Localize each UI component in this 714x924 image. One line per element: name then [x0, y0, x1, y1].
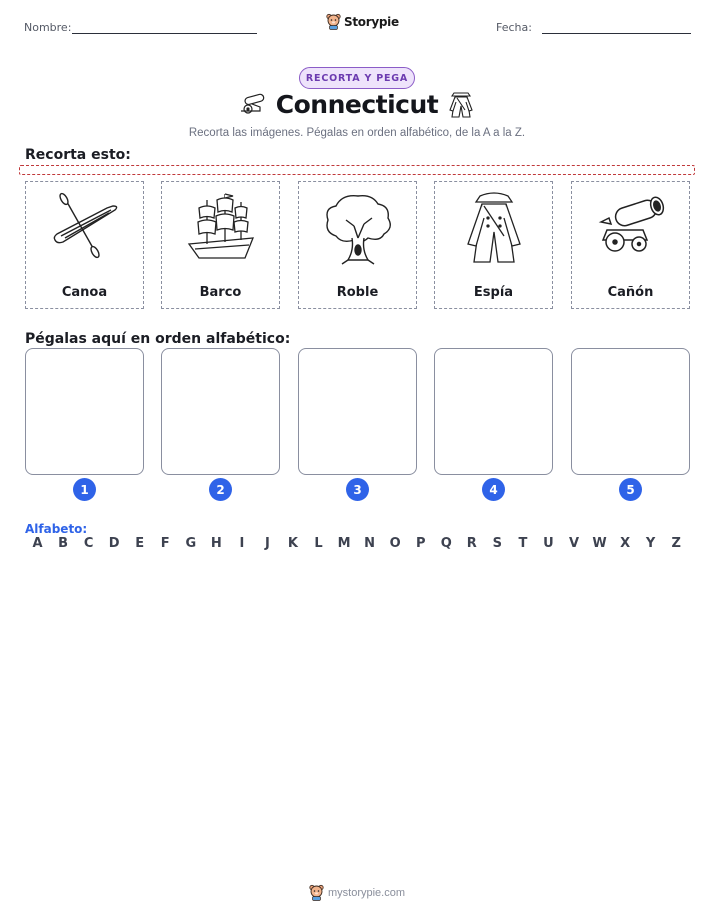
- paste-section-heading: Pégalas aquí en orden alfabético:: [25, 331, 291, 347]
- alphabet-letter: J: [265, 536, 270, 551]
- paste-box-4[interactable]: [434, 348, 553, 475]
- ship-icon: [181, 188, 261, 268]
- footer: [0, 884, 714, 901]
- card-label: Barco: [199, 285, 242, 300]
- cannon-icon: [591, 188, 671, 268]
- bear-logo-icon: [326, 13, 341, 30]
- alphabet-letter: V: [568, 536, 580, 551]
- alphabet-letter: Y: [645, 536, 656, 551]
- instructions-text: Recorta las imágenes. Pégalas en orden alfabético, de la A a la Z.: [188, 127, 526, 139]
- alphabet-letter: M: [337, 536, 351, 551]
- alphabet-letter: H: [210, 536, 222, 551]
- brand-logo: [326, 13, 399, 30]
- name-line[interactable]: [72, 33, 257, 34]
- alphabet-letter: S: [492, 536, 503, 551]
- alphabet-letter: C: [83, 536, 94, 551]
- alphabet-letter: K: [287, 536, 298, 551]
- paste-box-3[interactable]: [298, 348, 417, 475]
- alphabet-letter: L: [314, 536, 323, 551]
- date-label: Fecha:: [496, 21, 532, 34]
- page-title: Connecticut: [275, 90, 439, 119]
- paste-box-2[interactable]: [161, 348, 280, 475]
- number-badge-4: 4: [482, 478, 505, 501]
- cut-card-espia[interactable]: [434, 181, 553, 309]
- cut-section-heading: Recorta esto:: [25, 147, 131, 163]
- alphabet-letter: N: [364, 536, 376, 551]
- alphabet-letter: Z: [671, 536, 681, 551]
- alphabet-letter: R: [466, 536, 477, 551]
- number-badge-1: 1: [73, 478, 96, 501]
- alphabet-letter: Q: [440, 536, 452, 551]
- cut-card-canoa[interactable]: [25, 181, 144, 309]
- card-label: Espía: [473, 285, 514, 300]
- footer-site-link[interactable]: mystorypie.com: [327, 886, 406, 899]
- alphabet-letter: D: [108, 536, 120, 551]
- cut-dashed-line: [19, 165, 695, 175]
- paste-box-5[interactable]: [571, 348, 690, 475]
- spy-coat-icon: [454, 188, 534, 268]
- card-label: Roble: [336, 285, 379, 300]
- alphabet-letter: G: [185, 536, 197, 551]
- alphabet-letter: U: [543, 536, 554, 551]
- alphabet-letter: T: [518, 536, 528, 551]
- number-badge-2: 2: [209, 478, 232, 501]
- alphabet-letter: E: [135, 536, 145, 551]
- spy-coat-icon: [448, 90, 474, 120]
- cut-card-canon[interactable]: [571, 181, 690, 309]
- alphabet-letter: W: [592, 536, 607, 551]
- card-label: Canoa: [61, 285, 108, 300]
- brand-name: Storypie: [344, 14, 399, 29]
- bear-logo-icon: [309, 884, 324, 901]
- cut-card-roble[interactable]: [298, 181, 417, 309]
- alphabet-letter: F: [160, 536, 170, 551]
- date-line[interactable]: [542, 33, 691, 34]
- oak-tree-icon: [318, 188, 398, 268]
- cut-card-barco[interactable]: [161, 181, 280, 309]
- alphabet-letter: I: [239, 536, 245, 551]
- name-label: Nombre:: [24, 21, 72, 34]
- alphabet-letter: X: [620, 536, 631, 551]
- alphabet-row: [25, 536, 689, 551]
- alphabet-title: Alfabeto:: [25, 522, 88, 536]
- alphabet-letter: O: [389, 536, 401, 551]
- card-label: Cañón: [607, 285, 654, 300]
- number-badge-5: 5: [619, 478, 642, 501]
- alphabet-letter: A: [32, 536, 43, 551]
- canoe-icon: [45, 188, 125, 268]
- alphabet-letter: B: [58, 536, 68, 551]
- number-badge-3: 3: [346, 478, 369, 501]
- worksheet-type-badge: RECORTA Y PEGA: [299, 67, 415, 89]
- alphabet-letter: P: [415, 536, 426, 551]
- paste-box-1[interactable]: [25, 348, 144, 475]
